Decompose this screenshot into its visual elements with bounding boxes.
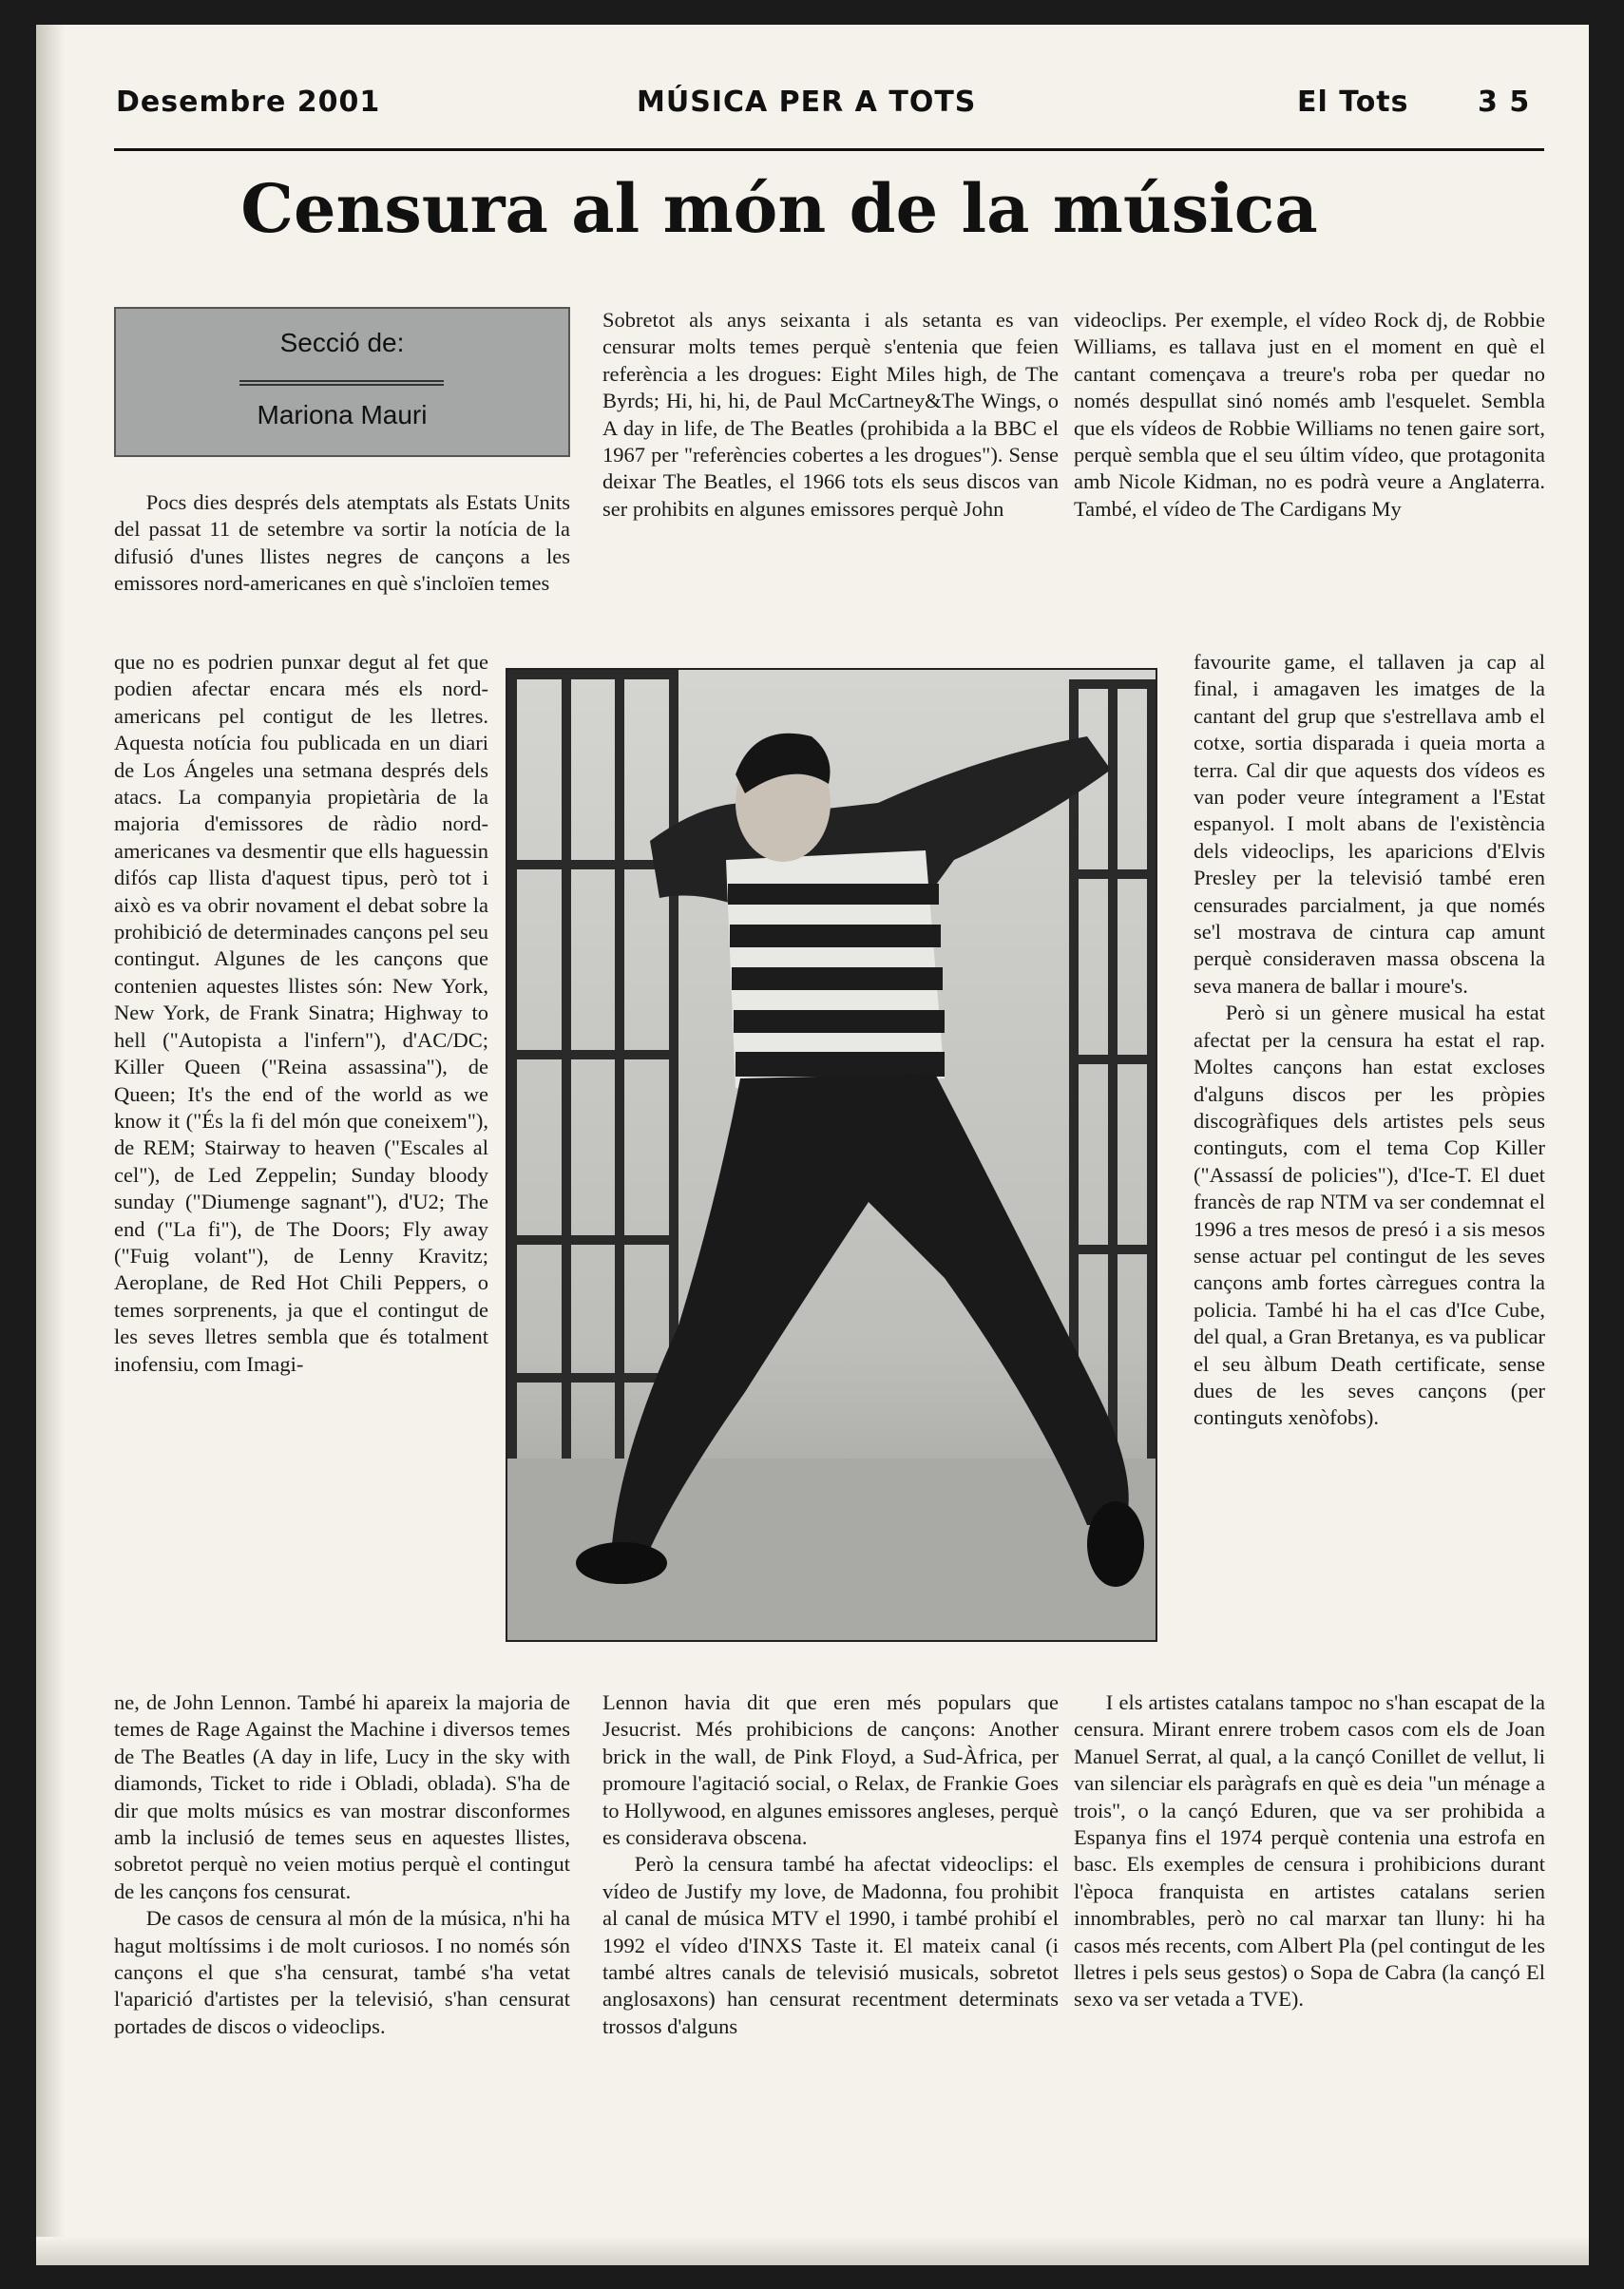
column-2-bottom [602,1689,1059,2040]
column-1-top [114,489,570,598]
header-page-number: 3 5 [1478,86,1531,119]
column-1-narrow [114,649,488,1378]
paragraph: ne, de John Lennon. També hi apareix la majoria de temes de Rage Against the Machine i diversos temes de The Beatles (A day in life, Lucy in the sky with diamonds, Ticket to ride i Obladi, oblada). S'ha de dir que molts músics es van mostrar disconformes amb la inclusió de temes seus en aquestes llistes, sobretot perquè no veien motius perquè el contingut de les cançons fos censurat. [114,1690,570,1903]
column-2-top [602,307,1059,523]
header-publication: El Tots [1297,86,1409,119]
column-3-top [1074,307,1545,523]
byline-box [114,307,570,457]
page-bottom-shadow [36,2237,1589,2265]
paragraph: De casos de censura al món de la música, n'hi ha hagut moltíssims i de molt curiosos. I no només són cançons el que s'ha censurat, també s'ha vetat l'aparició d'artistes per la televisió, s'han censurat portades de discos o videoclips. [114,1906,570,2038]
paragraph: Lennon havia dit que eren més populars que Jesucrist. Més prohibicions de cançons: Another brick in the wall, de Pink Floyd, a Sud-Àfrica, per promoure l'agitació social, o Relax, de Frankie Goes to Hollywood, en algunes emissores angleses, perquè es considerava obscena. [602,1690,1059,1850]
column-1-bottom [114,1689,570,2040]
paragraph: Pocs dies després dels atemptats als Estats Units del passat 11 de setembre va sortir la notícia de la difusió d'unes llistes negres de cançons a les emissores nord-americanes en què s'incloïen temes [114,490,570,596]
page-gutter-shadow [36,25,65,2265]
column-3-narrow [1194,649,1545,1432]
paragraph: Però la censura també ha afectat videoclips: el vídeo de Justify my love, de Madonna, fou prohibit al canal de música MTV el 1990, i també prohibí el 1992 el vídeo d'INXS Taste it. El mateix canal (i també altres canals de televisió musicals, sobretot anglosaxons) han censurat recentment determinats trossos d'alguns [602,1852,1059,2038]
article-title: Censura al món de la música [240,169,1318,248]
paragraph: videoclips. Per exemple, el vídeo Rock dj, de Robbie Williams, es tallava just en el moment en què el cantant començava a treure's roba per quedar no només despullat sinó només amb l'esquelet. Sembla que els vídeos de Robbie Williams no tenen gaire sort, perquè sembla que el seu últim vídeo, que protagonita amb Nicole Kidman, no es podrà veure a Anglaterra. També, el vídeo de The Cardigans My [1074,308,1545,521]
byline-label: Secció de: [279,328,405,357]
paragraph: Però si un gènere musical ha estat afectat per la censura ha estat el rap. Moltes cançons han estat excloses d'alguns discos per les pròpies discogràfiques dels artistes pels seus continguts, com el tema Cop Killer ("Assassí de policies"), d'Ice-T. El duet francès de rap NTM va ser condemnat el 1996 a tres mesos de presó i a sis mesos sense actuar pel contingut de les seves cançons amb fortes càrregues contra la policia. També hi ha el cas d'Ice Cube, del qual, a Gran Bretanya, es va publicar el seu àlbum Death certificate, sense dues de les seves cançons (per continguts xenòfobs). [1194,1001,1545,1430]
header-date: Desembre 2001 [116,86,381,119]
column-3-bottom [1074,1689,1545,2013]
header-rule [114,148,1544,151]
paragraph: que no es podrien punxar degut al fet que podien afectar encara més els nord-americans pel contigut de les lletres. Aquesta notícia fou publicada en un diari de Los Ángeles una setmana després dels atacs. La companyia propietària de la majoria d'emissores de ràdio nord-americanes va desmentir que ells haguessin difós cap llista d'aquest tipus, però tot i això es va obrir novament el debat sobre la prohibició de determinades cançons pel seu contingut. Algunes de les cançons que contenien aquestes llistes són: New York, New York, de Frank Sinatra; Highway to hell ("Autopista a l'infern"), d'AC/DC; Killer Queen ("Reina assassina"), de Queen; It's the end of the world as we know it ("És la fi del món que coneixem"), de REM; Stairway to heaven ("Escales al cel"), de Led Zeppelin; Sunday bloody sunday ("Diumenge sagnant"), d'U2; The end ("La fi"), de The Doors; Fly away ("Fuig volant"), de Lenny Kravitz; Aeroplane, de Red Hot Chili Peppers, o temes sorprenents, ja que el contingut de les seves lletres sembla que és totalment inofensiu, com Imagi- [114,650,488,1376]
photo-illustration [507,670,1156,1640]
byline-rule-2 [239,384,444,386]
elvis-photo [506,668,1157,1642]
header-section: MÚSICA PER A TOTS [637,86,977,119]
paragraph: I els artistes catalans tampoc no s'han escapat de la censura. Mirant enrere trobem casos com els de Joan Manuel Serrat, al qual, a la cançó Conillet de vellut, li van silenciar els paràgrafs en què es deia "un ménage a trois", o la cançó Eduren, que va ser prohibida a Espanya fins el 1974 perquè contenia una estrofa en basc. Els exemples de censura i prohibicions durant l'època franquista en artistes catalans serien innombrables, però no cal marxar tan lluny: hi ha casos més recents, com Albert Pla (pel contingut de les lletres i pels seus gestos) o Sopa de Cabra (la cançó El sexo va ser vetada a TVE). [1074,1690,1545,2012]
byline-rule [239,380,444,382]
paragraph: favourite game, el tallaven ja cap al final, i amagaven les imatges de la cantant del grup que s'estrellava amb el cotxe, sortia disparada i queia morta a terra. Cal dir que aquests dos vídeos es van poder veure íntegrament a l'Estat espanyol. I molt abans de l'existència dels videoclips, les aparicions d'Elvis Presley per la televisió també eren censurades parcialment, ja que només se'l mostrava de cintura cap amunt perquè consideraven massa obscena la seva manera de ballar i moure's. [1194,650,1545,998]
byline-author: Mariona Mauri [257,400,428,429]
paragraph: Sobretot als anys seixanta i als setanta es van censurar molts temes perquè s'entenia que feien referència a les drogues: Eight Miles high, de The Byrds; Hi, hi, hi, de Paul McCartney&The Wings, o A day in life, de The Beatles (prohibida a la BBC el 1967 per "referències cobertes a les drogues"). Sense deixar The Beatles, el 1966 tots els seus discos van ser prohibits en algunes emissores perquè John [602,308,1059,521]
